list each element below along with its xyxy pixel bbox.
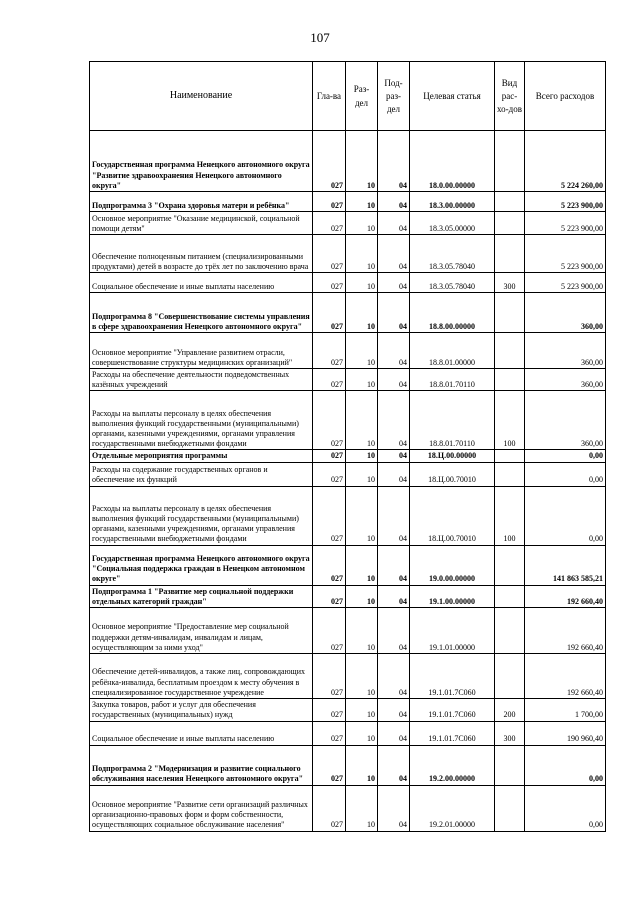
row-glava: 027 — [313, 585, 346, 607]
row-razdel: 10 — [346, 450, 378, 462]
row-glava: 027 — [313, 654, 346, 699]
table-row — [90, 654, 606, 699]
row-glava: 027 — [313, 608, 346, 654]
row-total: 5 223 900,00 — [525, 235, 606, 273]
row-statya: 18.3.05.00000 — [410, 212, 495, 235]
row-vid — [495, 192, 525, 212]
row-razdel: 10 — [346, 462, 378, 486]
row-statya: 19.1.01.7С060 — [410, 721, 495, 745]
row-podrazdel: 04 — [378, 450, 410, 462]
row-statya: 18.8.01.70110 — [410, 369, 495, 391]
table-row — [90, 391, 606, 450]
row-razdel: 10 — [346, 699, 378, 721]
row-podrazdel: 04 — [378, 212, 410, 235]
row-name: Социальное обеспечение и иные выплаты населению — [90, 721, 313, 745]
row-vid — [495, 654, 525, 699]
row-total: 5 223 900,00 — [525, 192, 606, 212]
row-vid — [495, 608, 525, 654]
row-vid: 300 — [495, 721, 525, 745]
row-vid — [495, 462, 525, 486]
row-total: 0,00 — [525, 450, 606, 462]
row-podrazdel: 04 — [378, 654, 410, 699]
table-row — [90, 293, 606, 333]
row-vid — [495, 545, 525, 585]
row-podrazdel: 04 — [378, 721, 410, 745]
table-row — [90, 745, 606, 785]
table-row — [90, 462, 606, 486]
row-name: Основное мероприятие "Управление развитием отрасли, совершенствование структуры медицинских организаций" — [90, 333, 313, 369]
row-total: 360,00 — [525, 333, 606, 369]
row-total: 5 224 260,00 — [525, 131, 606, 192]
row-name: Подпрограмма 1 "Развитие мер социальной поддержки отдельных категорий граждан" — [90, 585, 313, 607]
row-podrazdel: 04 — [378, 608, 410, 654]
row-statya: 18.3.05.78040 — [410, 235, 495, 273]
row-glava: 027 — [313, 462, 346, 486]
row-glava: 027 — [313, 785, 346, 831]
row-vid: 200 — [495, 699, 525, 721]
row-razdel: 10 — [346, 585, 378, 607]
row-razdel: 10 — [346, 608, 378, 654]
row-glava: 027 — [313, 293, 346, 333]
row-vid: 100 — [495, 391, 525, 450]
row-total: 360,00 — [525, 293, 606, 333]
row-podrazdel: 04 — [378, 585, 410, 607]
table-row — [90, 192, 606, 212]
row-podrazdel: 04 — [378, 293, 410, 333]
table-row — [90, 369, 606, 391]
row-name: Обеспечение детей-инвалидов, а также лиц, сопровождающих ребёнка-инвалида, бесплатным проездом к месту обучения в специализированное государственное учреждение — [90, 654, 313, 699]
row-vid — [495, 131, 525, 192]
row-name: Закупка товаров, работ и услуг для обеспечения государственных (муниципальных) нужд — [90, 699, 313, 721]
header-razdel: Раз-дел — [346, 62, 378, 131]
row-statya: 18.8.01.70110 — [410, 391, 495, 450]
row-razdel: 10 — [346, 131, 378, 192]
table-row — [90, 699, 606, 721]
row-glava: 027 — [313, 745, 346, 785]
row-glava: 027 — [313, 235, 346, 273]
row-podrazdel: 04 — [378, 391, 410, 450]
row-total: 190 960,40 — [525, 721, 606, 745]
row-statya: 18.8.00.00000 — [410, 293, 495, 333]
row-name: Основное мероприятие "Оказание медицинской, социальной помощи детям" — [90, 212, 313, 235]
row-podrazdel: 04 — [378, 235, 410, 273]
row-name: Расходы на обеспечение деятельности подведомственных казённых учреждений — [90, 369, 313, 391]
row-razdel: 10 — [346, 273, 378, 293]
row-name: Социальное обеспечение и иные выплаты населению — [90, 273, 313, 293]
row-name: Подпрограмма 2 "Модернизация и развитие социального обслуживания населения Ненецкого автономного округа" — [90, 745, 313, 785]
row-total: 1 700,00 — [525, 699, 606, 721]
table-row — [90, 545, 606, 585]
row-total: 141 863 585,21 — [525, 545, 606, 585]
row-podrazdel: 04 — [378, 785, 410, 831]
header-podrazdel: Под-раз-дел — [378, 62, 410, 131]
row-podrazdel: 04 — [378, 131, 410, 192]
row-name: Государственная программа Ненецкого автономного округа "Социальная поддержка граждан в Ненецком автономном округе" — [90, 545, 313, 585]
row-name: Подпрограмма 8 "Совершенствование системы управления в сфере здравоохранения Ненецкого автономного округа" — [90, 293, 313, 333]
row-podrazdel: 04 — [378, 486, 410, 545]
row-name: Основное мероприятие "Развитие сети организаций различных организационно-правовых форм и форм собственности, осуществляющих социальное обслуживание населения" — [90, 785, 313, 831]
row-total: 5 223 900,00 — [525, 273, 606, 293]
row-razdel: 10 — [346, 654, 378, 699]
row-razdel: 10 — [346, 745, 378, 785]
header-statya: Целевая статья — [410, 62, 495, 131]
row-razdel: 10 — [346, 785, 378, 831]
row-total: 192 660,40 — [525, 585, 606, 607]
row-glava: 027 — [313, 333, 346, 369]
row-razdel: 10 — [346, 212, 378, 235]
row-statya: 19.1.01.00000 — [410, 608, 495, 654]
table-row — [90, 785, 606, 831]
table-row — [90, 333, 606, 369]
row-vid — [495, 369, 525, 391]
row-name: Расходы на выплаты персоналу в целях обеспечения выполнения функций государственными (муниципальными) органами, казенными учреждениями, органами управления государственными внебюджетными фондами — [90, 486, 313, 545]
row-glava: 027 — [313, 450, 346, 462]
row-podrazdel: 04 — [378, 545, 410, 585]
row-name: Обеспечение полноценным питанием (специализированными продуктами) детей в возрасте до трёх лет по заключению врача — [90, 235, 313, 273]
row-statya: 18.3.05.78040 — [410, 273, 495, 293]
header-total: Всего расходов — [525, 62, 606, 131]
header-glava: Гла-ва — [313, 62, 346, 131]
row-glava: 027 — [313, 545, 346, 585]
row-statya: 18.8.01.00000 — [410, 333, 495, 369]
row-glava: 027 — [313, 212, 346, 235]
table-row — [90, 212, 606, 235]
row-razdel: 10 — [346, 486, 378, 545]
row-statya: 18.Ц.00.70010 — [410, 462, 495, 486]
row-name: Отдельные мероприятия программы — [90, 450, 313, 462]
row-razdel: 10 — [346, 235, 378, 273]
row-statya: 19.1.01.7С060 — [410, 699, 495, 721]
row-glava: 027 — [313, 192, 346, 212]
table-row — [90, 486, 606, 545]
row-podrazdel: 04 — [378, 333, 410, 369]
row-vid — [495, 745, 525, 785]
row-razdel: 10 — [346, 391, 378, 450]
row-total: 360,00 — [525, 391, 606, 450]
row-glava: 027 — [313, 486, 346, 545]
row-statya: 18.0.00.00000 — [410, 131, 495, 192]
row-statya: 18.Ц.00.70010 — [410, 486, 495, 545]
row-razdel: 10 — [346, 293, 378, 333]
row-name: Расходы на содержание государственных органов и обеспечение их функций — [90, 462, 313, 486]
row-glava: 027 — [313, 391, 346, 450]
row-name: Подпрограмма 3 "Охрана здоровья матери и ребёнка" — [90, 192, 313, 212]
row-statya: 19.2.00.00000 — [410, 745, 495, 785]
row-vid — [495, 212, 525, 235]
row-podrazdel: 04 — [378, 369, 410, 391]
row-podrazdel: 04 — [378, 192, 410, 212]
row-vid — [495, 333, 525, 369]
row-glava: 027 — [313, 721, 346, 745]
table-row — [90, 273, 606, 293]
row-podrazdel: 04 — [378, 745, 410, 785]
row-vid: 100 — [495, 486, 525, 545]
row-podrazdel: 04 — [378, 462, 410, 486]
row-glava: 027 — [313, 699, 346, 721]
row-razdel: 10 — [346, 545, 378, 585]
row-statya: 19.1.01.7С060 — [410, 654, 495, 699]
table-row — [90, 450, 606, 462]
row-razdel: 10 — [346, 721, 378, 745]
row-name: Расходы на выплаты персоналу в целях обеспечения выполнения функций государственными (муниципальными) органами, казенными учреждениями, органами управления государственными внебюджетными фондами — [90, 391, 313, 450]
row-total: 0,00 — [525, 745, 606, 785]
row-total: 5 223 900,00 — [525, 212, 606, 235]
row-razdel: 10 — [346, 333, 378, 369]
row-vid — [495, 235, 525, 273]
row-vid — [495, 293, 525, 333]
header-row — [90, 62, 606, 131]
row-glava: 027 — [313, 131, 346, 192]
row-podrazdel: 04 — [378, 699, 410, 721]
row-glava: 027 — [313, 273, 346, 293]
row-vid — [495, 785, 525, 831]
table-body — [90, 131, 606, 832]
row-statya: 19.2.01.00000 — [410, 785, 495, 831]
row-glava: 027 — [313, 369, 346, 391]
row-statya: 19.0.00.00000 — [410, 545, 495, 585]
row-total: 360,00 — [525, 369, 606, 391]
header-vid: Вид рас-хо-дов — [495, 62, 525, 131]
table-row — [90, 721, 606, 745]
page-number: 107 — [310, 30, 330, 45]
header-name: Наименование — [90, 62, 313, 131]
row-vid: 300 — [495, 273, 525, 293]
row-total: 0,00 — [525, 486, 606, 545]
row-total: 0,00 — [525, 462, 606, 486]
row-vid — [495, 585, 525, 607]
row-name: Государственная программа Ненецкого автономного округа "Развитие здравоохранения Ненецкого автономного округа" — [90, 131, 313, 192]
row-razdel: 10 — [346, 192, 378, 212]
row-razdel: 10 — [346, 369, 378, 391]
table-row — [90, 131, 606, 192]
expenditure-table — [89, 61, 606, 832]
table-row — [90, 585, 606, 607]
row-vid — [495, 450, 525, 462]
row-total: 0,00 — [525, 785, 606, 831]
row-podrazdel: 04 — [378, 273, 410, 293]
table-row — [90, 608, 606, 654]
row-total: 192 660,40 — [525, 654, 606, 699]
row-statya: 18.3.00.00000 — [410, 192, 495, 212]
row-name: Основное мероприятие "Предоставление мер социальной поддержки детям-инвалидам, инвалидам и лицам, осуществляющим за ними уход" — [90, 608, 313, 654]
row-statya: 19.1.00.00000 — [410, 585, 495, 607]
row-statya: 18.Ц.00.00000 — [410, 450, 495, 462]
row-total: 192 660,40 — [525, 608, 606, 654]
table-row — [90, 235, 606, 273]
